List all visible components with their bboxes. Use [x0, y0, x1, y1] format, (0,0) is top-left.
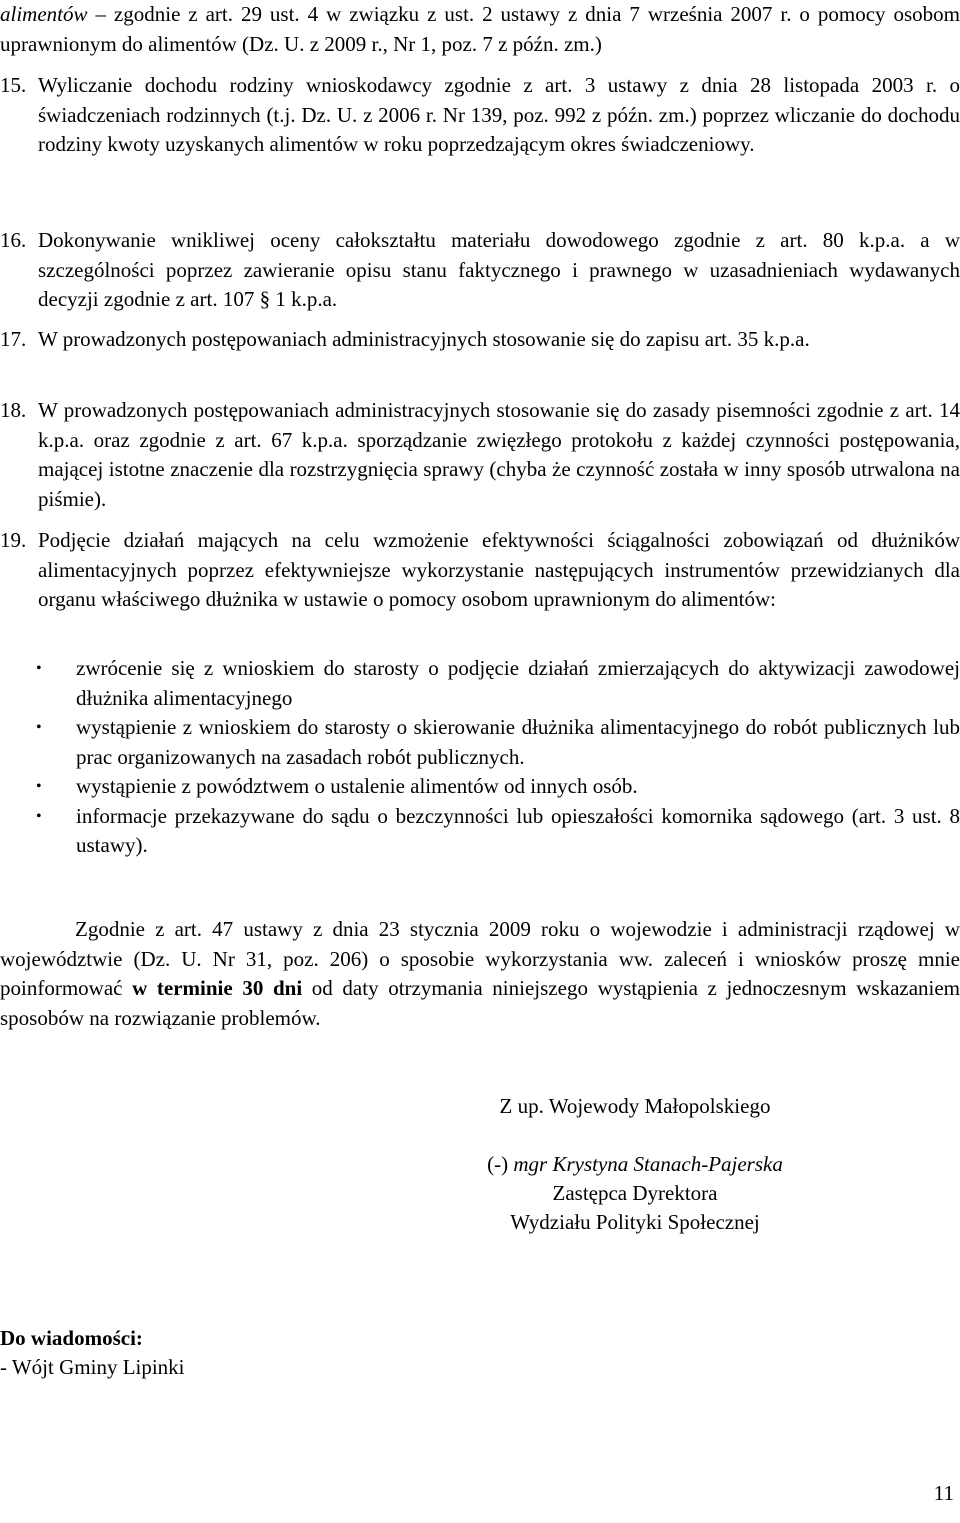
bullet-text: wystąpienie z powództwem o ustalenie alimentów od innych osób.: [76, 774, 638, 798]
item-text: Dokonywanie wnikliwej oceny całokształtu materiału dowodowego zgodnie z art. 80 k.p.a. a w szczególności poprzez zawieranie opisu stanu faktycznego i prawnego w uzasadnieniach wydawanych decyzji zgodnie z art. 107 § 1 k.p.a.: [38, 228, 960, 311]
item-text: Podjęcie działań mających na celu wzmożenie efektywności ściągalności zobowiązań od dłużników alimentacyjnych poprzez efektywniejsze wykorzystanie następujących instrumentów przewidzianych dla organu właściwego dłużnika w ustawie o pomocy osobom uprawnionym do alimentów:: [38, 528, 960, 611]
list-item-18: [0, 396, 960, 514]
item-text: W prowadzonych postępowaniach administracyjnych stosowanie się do zapisu art. 35 k.p.a.: [38, 327, 810, 351]
closing-deadline: w terminie 30 dni: [132, 976, 303, 1000]
item-number: 17.: [0, 327, 27, 351]
item-number: 16.: [0, 228, 27, 252]
bullet-item: [0, 772, 960, 802]
closing-text-after: od daty otrzymania niniejszego wystąpienia z jednoczesnym wskazaniem sposobów na rozwiązanie problemów.: [0, 976, 960, 1030]
bullet-item: [0, 654, 960, 713]
distribution-recipient: - Wójt Gminy Lipinki: [0, 1355, 185, 1379]
bullet-icon: •: [36, 807, 42, 825]
closing-text-before: Zgodnie z art. 47 ustawy z dnia 23 stycznia 2009 roku o wojewodzie i administracji rządowej w województwie (Dz. U. Nr 31, poz. 206) o sposobie wykorzystania ww. zaleceń i wniosków proszę mnie poinformować: [0, 917, 960, 1000]
bullet-text: informacje przekazywane do sądu o bezczynności lub opieszałości komornika sądowego (art. 3 ust. 8 ustawy).: [76, 803, 960, 857]
item-number: 18.: [0, 398, 27, 422]
closing-paragraph: [0, 915, 960, 1033]
item-text: W prowadzonych postępowaniach administracyjnych stosowanie się do zasady pisemności zgodnie z art. 14 k.p.a. oraz zgodnie z art. 67 k.p.a. sporządzanie zwięzłego protokołu z każdej czynności postępowania, mającej istotne znaczenie dla rozstrzygnięcia sprawy (chyba że czynność została w inny sposób utrwalona na piśmie).: [38, 398, 960, 511]
distribution-title-text: Do wiadomości:: [0, 1326, 143, 1350]
intro-paragraph: [0, 0, 960, 59]
bullet-list: [0, 654, 960, 861]
signature-prefix: (-): [487, 1152, 514, 1176]
bullet-text: zwrócenie się z wnioskiem do starosty o podjęcie działań zmierzających do aktywizacji zawodowej dłużnika alimentacyjnego: [76, 656, 960, 710]
list-item-19: [0, 526, 960, 615]
item-text: Wyliczanie dochodu rodziny wnioskodawcy zgodnie z art. 3 ustawy z dnia 28 listopada 2003 r. o świadczeniach rodzinnych (t.j. Dz. U. z 2006 r. Nr 139, poz. 992 z późn. zm.) poprzez wliczanie do dochodu rodziny kwoty uzyskanych alimentów w roku poprzedzającym okres świadczeniowy.: [38, 73, 960, 156]
bullet-text: wystąpienie z wnioskiem do starosty o skierowanie dłużnika alimentacyjnego do robót publicznych lub prac organizowanych na zasadach robót publicznych.: [76, 715, 960, 769]
intro-text: – zgodnie z art. 29 ust. 4 w związku z ust. 2 ustawy z dnia 7 września 2007 r. o pomocy osobom uprawnionym do alimentów (Dz. U. z 2009 r., Nr 1, poz. 7 z późn. zm.): [0, 2, 960, 56]
bullet-item: [0, 802, 960, 861]
bullet-item: [0, 713, 960, 772]
page-number: 11: [933, 1481, 954, 1505]
item-number: 19.: [0, 528, 27, 552]
signature-authority: Z up. Wojewody Małopolskiego: [499, 1094, 771, 1118]
signature-role: Zastępca Dyrektora: [552, 1181, 718, 1205]
signature-name: mgr Krystyna Stanach-Pajerska: [513, 1152, 783, 1176]
signature-name-line: [440, 1150, 830, 1180]
bullet-icon: •: [36, 660, 42, 677]
intro-italic: alimentów: [0, 2, 88, 26]
distribution-title: [0, 1324, 960, 1354]
list-item-15: [0, 71, 960, 160]
bullet-icon: •: [36, 778, 42, 795]
list-item-16: [0, 226, 960, 315]
signature-department: Wydziału Polityki Społecznej: [510, 1210, 760, 1234]
bullet-icon: •: [36, 719, 42, 736]
list-item-17: [0, 325, 960, 355]
item-number: 15.: [0, 73, 27, 97]
